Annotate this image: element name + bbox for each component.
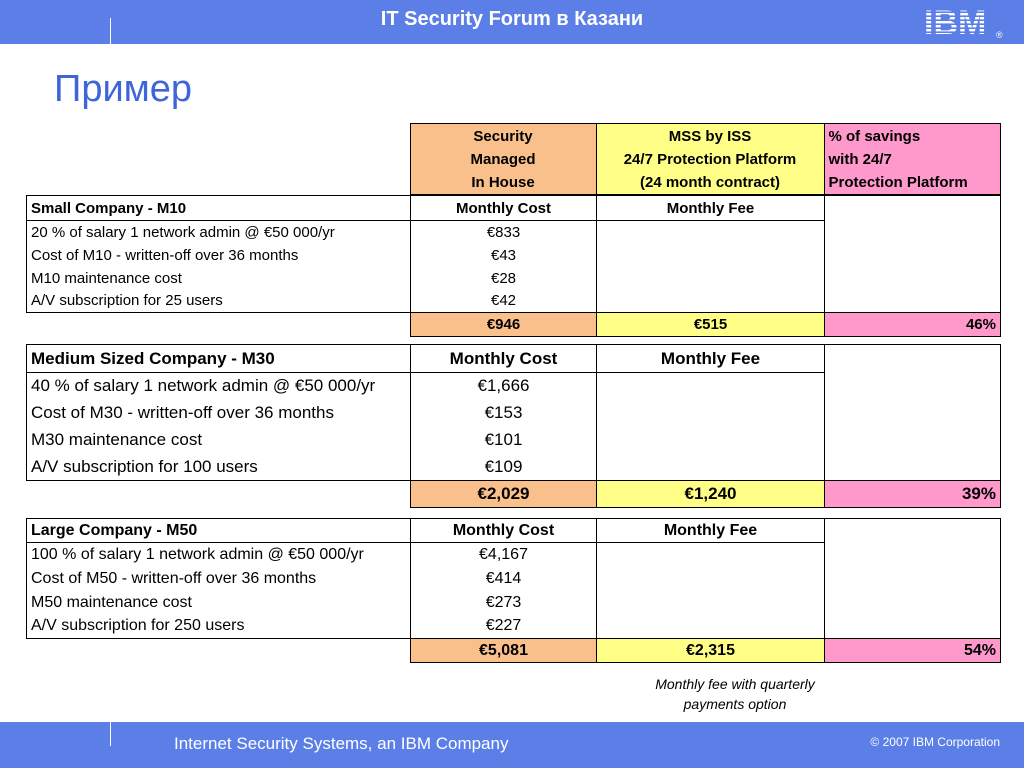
total-blank-cell bbox=[27, 313, 411, 337]
row-cost: €414 bbox=[411, 567, 597, 591]
inhouse-header-line: Security bbox=[473, 127, 533, 145]
row-label: Cost of M10 - written-off over 36 months bbox=[27, 244, 411, 267]
row-label: 100 % of salary 1 network admin @ €50 000/yr bbox=[27, 543, 411, 567]
mss-header-cell bbox=[596, 124, 824, 195]
large-company-table bbox=[26, 518, 1001, 663]
mss-header-line: MSS by ISS bbox=[668, 127, 752, 145]
footer-company: Internet Security Systems, an IBM Company bbox=[174, 734, 509, 753]
total-cost: €5,081 bbox=[411, 639, 597, 663]
savings-header-cell bbox=[824, 124, 1000, 195]
fee-blank-cell bbox=[597, 543, 825, 639]
section-title: Small Company - M10 bbox=[27, 196, 411, 221]
fee-blank-cell bbox=[597, 221, 825, 313]
cost-header: Monthly Cost bbox=[411, 196, 597, 221]
small-company-table bbox=[26, 195, 1001, 337]
inhouse-header-line: In House bbox=[471, 173, 535, 191]
total-fee: €1,240 bbox=[597, 481, 825, 508]
savings-percent: 54% bbox=[825, 639, 1001, 663]
mss-header-line: (24 month contract) bbox=[639, 173, 780, 191]
savings-header-line: Protection Platform bbox=[828, 173, 968, 191]
savings-percent: 39% bbox=[825, 481, 1001, 508]
section-title: Medium Sized Company - M30 bbox=[27, 345, 411, 373]
inhouse-header-line: Managed bbox=[470, 150, 536, 168]
row-label: Cost of M30 - written-off over 36 months bbox=[27, 400, 411, 427]
row-label: Cost of M50 - written-off over 36 months bbox=[27, 567, 411, 591]
total-row bbox=[27, 481, 1001, 508]
table-row bbox=[27, 345, 1001, 373]
table-row bbox=[27, 519, 1001, 543]
savings-percent: 46% bbox=[825, 313, 1001, 337]
slide-title: Пример bbox=[54, 68, 193, 110]
row-label: 40 % of salary 1 network admin @ €50 000/yr bbox=[27, 373, 411, 400]
payment-note-line: payments option bbox=[683, 696, 787, 712]
payment-note-line: Monthly fee with quarterly bbox=[655, 676, 815, 692]
row-cost: €42 bbox=[411, 290, 597, 313]
total-row bbox=[27, 639, 1001, 663]
fee-blank-cell bbox=[597, 373, 825, 481]
footer-copyright: © 2007 IBM Corporation bbox=[870, 735, 1000, 749]
savings-header-line: % of savings bbox=[828, 127, 921, 145]
row-cost: €833 bbox=[411, 221, 597, 244]
total-blank-cell bbox=[27, 639, 411, 663]
inhouse-header-cell bbox=[410, 124, 596, 195]
row-cost: €153 bbox=[411, 400, 597, 427]
row-cost: €28 bbox=[411, 267, 597, 290]
row-cost: €101 bbox=[411, 427, 597, 454]
row-label: A/V subscription for 25 users bbox=[27, 290, 411, 313]
row-label: M10 maintenance cost bbox=[27, 267, 411, 290]
column-header-table bbox=[26, 123, 1001, 195]
savings-blank-cell bbox=[825, 345, 1001, 481]
savings-blank-cell bbox=[825, 519, 1001, 639]
total-fee: €2,315 bbox=[597, 639, 825, 663]
total-row bbox=[27, 313, 1001, 337]
total-blank-cell bbox=[27, 481, 411, 508]
total-cost: €2,029 bbox=[411, 481, 597, 508]
total-fee: €515 bbox=[597, 313, 825, 337]
row-cost: €109 bbox=[411, 454, 597, 481]
fee-header: Monthly Fee bbox=[597, 196, 825, 221]
fee-header: Monthly Fee bbox=[597, 519, 825, 543]
ibm-logo-text: IBM bbox=[924, 5, 987, 39]
section-title: Large Company - M50 bbox=[27, 519, 411, 543]
savings-blank-cell bbox=[825, 196, 1001, 313]
row-cost: €43 bbox=[411, 244, 597, 267]
cost-header: Monthly Cost bbox=[411, 345, 597, 373]
savings-header-line: with 24/7 bbox=[828, 150, 892, 168]
payment-note bbox=[620, 674, 850, 714]
header-bar bbox=[0, 0, 1024, 44]
row-label: M30 maintenance cost bbox=[27, 427, 411, 454]
medium-company-table bbox=[26, 344, 1001, 508]
row-cost: €227 bbox=[411, 615, 597, 639]
header-title: IT Security Forum в Казани bbox=[380, 8, 644, 30]
row-label: 20 % of salary 1 network admin @ €50 000/yr bbox=[27, 221, 411, 244]
footer-divider bbox=[110, 722, 111, 746]
header-blank-cell bbox=[26, 124, 410, 195]
fee-header: Monthly Fee bbox=[597, 345, 825, 373]
table-row bbox=[27, 196, 1001, 221]
ibm-logo-icon bbox=[922, 5, 1004, 39]
row-label: M50 maintenance cost bbox=[27, 591, 411, 615]
row-cost: €4,167 bbox=[411, 543, 597, 567]
mss-header-line: 24/7 Protection Platform bbox=[623, 150, 797, 168]
cost-header: Monthly Cost bbox=[411, 519, 597, 543]
row-cost: €273 bbox=[411, 591, 597, 615]
footer-bar bbox=[0, 722, 1024, 768]
row-label: A/V subscription for 100 users bbox=[27, 454, 411, 481]
row-label: A/V subscription for 250 users bbox=[27, 615, 411, 639]
total-cost: €946 bbox=[411, 313, 597, 337]
ibm-logo-registered: ® bbox=[996, 30, 1003, 39]
row-cost: €1,666 bbox=[411, 373, 597, 400]
